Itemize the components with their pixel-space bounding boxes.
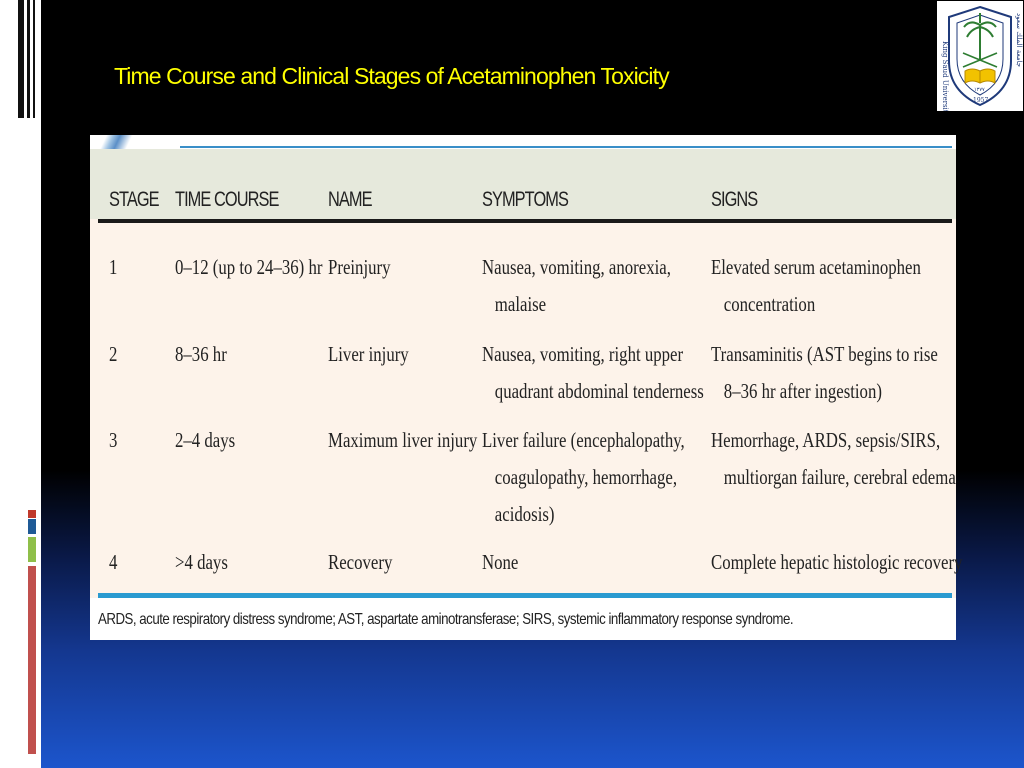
row-4-signs-line-1: Complete hepatic histologic recovery <box>711 550 963 574</box>
row-1-signs-line-2: concentration <box>723 292 816 316</box>
university-logo <box>937 1 1023 111</box>
row-2-stage: 2 <box>109 342 118 366</box>
row-3-signs <box>711 422 956 496</box>
logo-arabic-text: جامعة الملك سعود <box>1015 13 1023 68</box>
row-2-signs <box>711 336 938 410</box>
row-3-symptoms-line-2: coagulopathy, hemorrhage, <box>494 465 678 489</box>
row-2-signs-line-1: Transaminitis (AST begins to rise <box>711 342 938 366</box>
row-2-symptoms-line-2: quadrant abdominal tenderness <box>494 379 704 403</box>
row-3-symptoms-line-1: Liver failure (encephalopathy, <box>482 428 685 452</box>
row-4-time-course: >4 days <box>175 550 228 574</box>
row-1-signs <box>711 249 921 323</box>
row-2-symptoms <box>482 336 704 410</box>
king-saud-university-logo-icon <box>937 1 1023 111</box>
stages-table <box>90 135 963 640</box>
row-2-name: Liver injury <box>328 342 409 366</box>
header-symptoms: SYMPTOMS <box>482 188 568 211</box>
row-1-symptoms-line-2: malaise <box>494 292 547 316</box>
row-3-signs-line-1: Hemorrhage, ARDS, sepsis/SIRS, <box>711 428 941 452</box>
table-footnote: ARDS, acute respiratory distress syndrome; AST, aspartate aminotransferase; SIRS, systemic inflammatory response syndrome. <box>98 611 794 628</box>
header-stage: STAGE <box>109 188 159 211</box>
row-3-symptoms <box>482 422 685 533</box>
header-time-course: TIME COURSE <box>175 188 279 211</box>
table-top-rule <box>180 146 952 148</box>
row-1-signs-line-1: Elevated serum acetaminophen <box>711 255 921 279</box>
header-name: NAME <box>328 188 372 211</box>
row-4-name: Recovery <box>328 550 393 574</box>
row-1-symptoms <box>482 249 671 323</box>
logo-year: 1957 <box>973 97 989 104</box>
row-3-symptoms-line-3: acidosis) <box>494 502 555 526</box>
header-rule <box>98 219 952 223</box>
row-1-symptoms-line-1: Nausea, vomiting, anorexia, <box>482 255 671 279</box>
table-header-row <box>90 149 956 219</box>
row-2-time-course: 8–36 hr <box>175 342 227 366</box>
row-3-name: Maximum liver injury <box>328 428 478 452</box>
decorative-stripes <box>0 0 41 768</box>
row-3-stage: 3 <box>109 428 118 452</box>
slide-title: Time Course and Clinical Stages of Acetaminophen Toxicity <box>114 63 669 89</box>
row-2-signs-line-2: 8–36 hr after ingestion) <box>723 379 882 403</box>
logo-year-arabic: ١٣٧٧ <box>974 87 985 93</box>
row-4-symptoms <box>482 544 518 581</box>
row-3-time-course: 2–4 days <box>175 428 236 452</box>
row-2-symptoms-line-1: Nausea, vomiting, right upper <box>482 342 684 366</box>
row-4-symptoms-line-1: None <box>482 550 519 574</box>
row-3-signs-line-2: multiorgan failure, cerebral edema <box>723 465 956 489</box>
row-4-signs <box>711 544 962 581</box>
header-signs: SIGNS <box>711 188 758 211</box>
row-4-stage: 4 <box>109 550 118 574</box>
table-top-accent <box>98 135 178 149</box>
logo-english-text: King Saud University <box>941 41 949 111</box>
row-1-stage: 1 <box>109 255 118 279</box>
row-1-name: Preinjury <box>328 255 391 279</box>
row-1-time-course: 0–12 (up to 24–36) hr <box>175 255 323 279</box>
